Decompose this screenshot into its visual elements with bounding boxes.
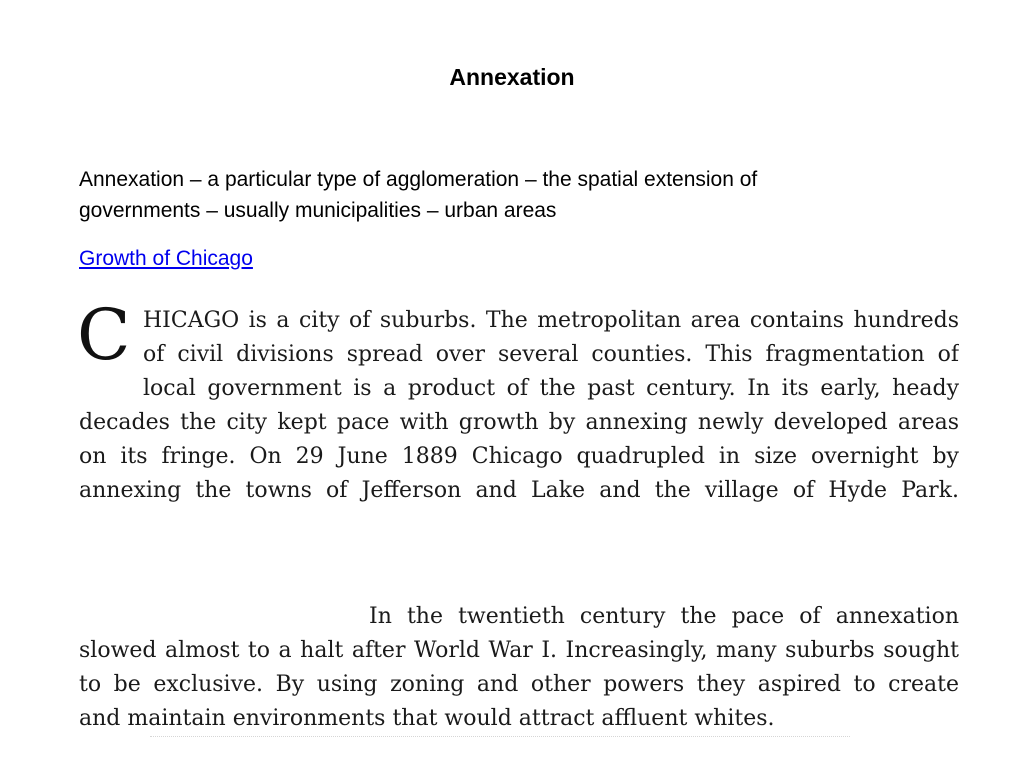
drop-cap: C [77, 294, 131, 376]
scanned-excerpt-paragraph-1 [77, 294, 959, 508]
excerpt-line: decades the city kept pace with growth by annexing newly developed areas [79, 410, 959, 435]
excerpt-line: of civil divisions spread over several counties. This fragmentation of [143, 342, 959, 367]
annexation-definition: Annexation – a particular type of agglomeration – the spatial extension of governments – usually municipalities – urban areas [79, 168, 758, 222]
excerpt-line: In the twentieth century the pace of annexation [369, 604, 959, 629]
excerpt-line: slowed almost to a halt after World War I. Increasingly, many suburbs sought [79, 638, 959, 663]
excerpt-line: HICAGO is a city of suburbs. The metropolitan area contains hundreds [143, 308, 959, 333]
growth-of-chicago-link[interactable]: Growth of Chicago [79, 247, 253, 270]
scanned-excerpt-paragraph-2 [79, 600, 959, 736]
excerpt-line: to be exclusive. By using zoning and other powers they aspired to create [79, 672, 959, 697]
excerpt-line: and maintain environments that would attract affluent whites. [79, 706, 775, 731]
excerpt-line: on its fringe. On 29 June 1889 Chicago quadrupled in size overnight by [79, 444, 959, 469]
scan-artifact [150, 736, 850, 743]
excerpt-line: annexing the towns of Jefferson and Lake and the village of Hyde Park. [79, 478, 959, 503]
excerpt-line: local government is a product of the past century. In its early, heady [143, 376, 959, 401]
slide-title: Annexation [449, 64, 575, 90]
